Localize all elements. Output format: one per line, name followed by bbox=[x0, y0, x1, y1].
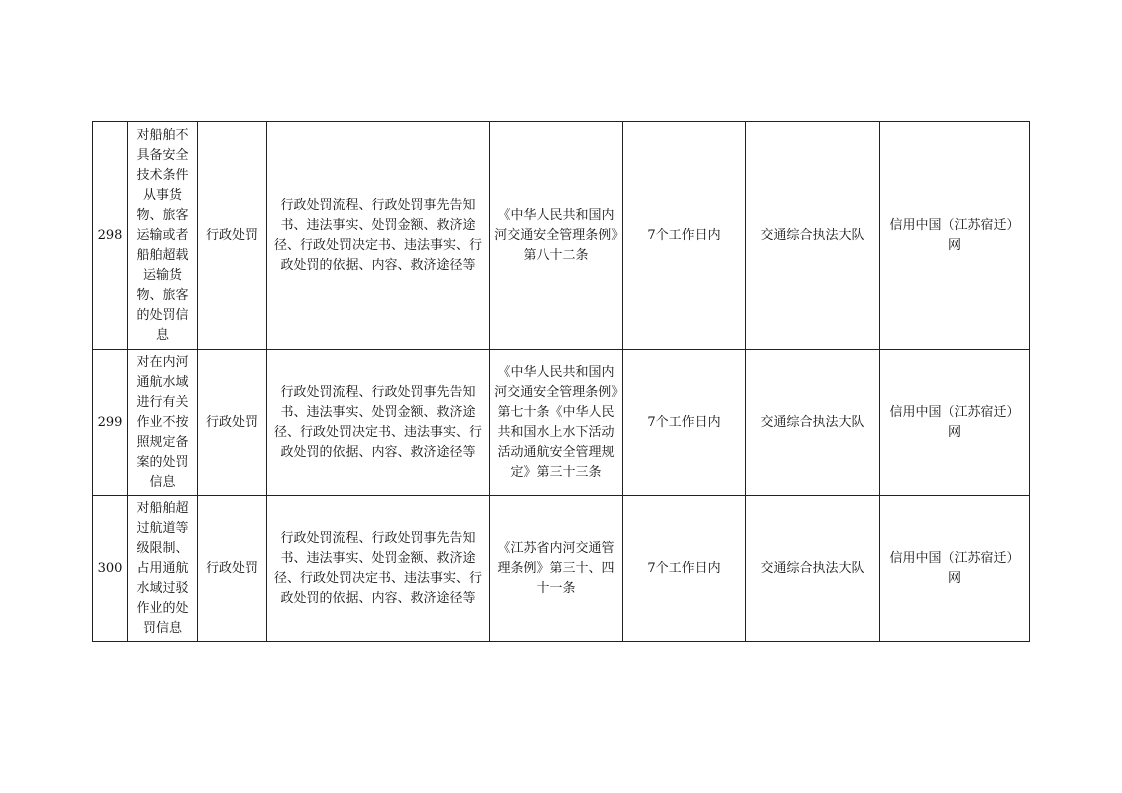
row-number: 299 bbox=[93, 350, 128, 496]
content-cell: 行政处罚流程、行政处罚事先告知书、违法事实、处罚金额、救济途径、行政处罚决定书、违法事实、行政处罚的依据、内容、救济途径等 bbox=[267, 350, 490, 496]
disclosure-item bbox=[128, 122, 198, 350]
department-cell: 交通综合执法大队 bbox=[746, 496, 880, 642]
time-limit-cell: 7个工作日内 bbox=[623, 350, 746, 496]
time-limit-cell: 7个工作日内 bbox=[623, 122, 746, 350]
table-row bbox=[93, 496, 1030, 642]
department-cell: 交通综合执法大队 bbox=[746, 122, 880, 350]
disclosure-table bbox=[92, 121, 1030, 642]
row-number: 300 bbox=[93, 496, 128, 642]
table-row bbox=[93, 350, 1030, 496]
disclosure-item-text: 对在内河通航水域进行有关作业不按照规定备案的处罚信息 bbox=[136, 354, 189, 490]
disclosure-item bbox=[128, 350, 198, 496]
channel-cell: 信用中国（江苏宿迁）网 bbox=[880, 122, 1030, 350]
table-row bbox=[93, 122, 1030, 350]
row-number: 298 bbox=[93, 122, 128, 350]
category-cell: 行政处罚 bbox=[198, 496, 267, 642]
disclosure-item-text: 对船舶超过航道等级限制、占用通航水域过驳作业的处罚信息 bbox=[136, 500, 189, 636]
content-cell: 行政处罚流程、行政处罚事先告知书、违法事实、处罚金额、救济途径、行政处罚决定书、违法事实、行政处罚的依据、内容、救济途径等 bbox=[267, 122, 490, 350]
legal-basis-cell: 《中华人民共和国内河交通安全管理条例》第八十二条 bbox=[490, 122, 623, 350]
disclosure-item-text: 对船舶不具备安全技术条件从事货物、旅客运输或者船舶超载运输货物、旅客的处罚信息 bbox=[136, 127, 189, 343]
channel-cell: 信用中国（江苏宿迁）网 bbox=[880, 350, 1030, 496]
category-cell: 行政处罚 bbox=[198, 350, 267, 496]
time-limit-cell: 7个工作日内 bbox=[623, 496, 746, 642]
category-cell: 行政处罚 bbox=[198, 122, 267, 350]
legal-basis-cell: 《中华人民共和国内河交通安全管理条例》第七十条《中华人民共和国水上水下活动活动通航安全管理规定》第三十三条 bbox=[490, 350, 623, 496]
disclosure-item bbox=[128, 496, 198, 642]
legal-basis-cell: 《江苏省内河交通管理条例》第三十、四十一条 bbox=[490, 496, 623, 642]
department-cell: 交通综合执法大队 bbox=[746, 350, 880, 496]
channel-cell: 信用中国（江苏宿迁）网 bbox=[880, 496, 1030, 642]
content-cell: 行政处罚流程、行政处罚事先告知书、违法事实、处罚金额、救济途径、行政处罚决定书、违法事实、行政处罚的依据、内容、救济途径等 bbox=[267, 496, 490, 642]
